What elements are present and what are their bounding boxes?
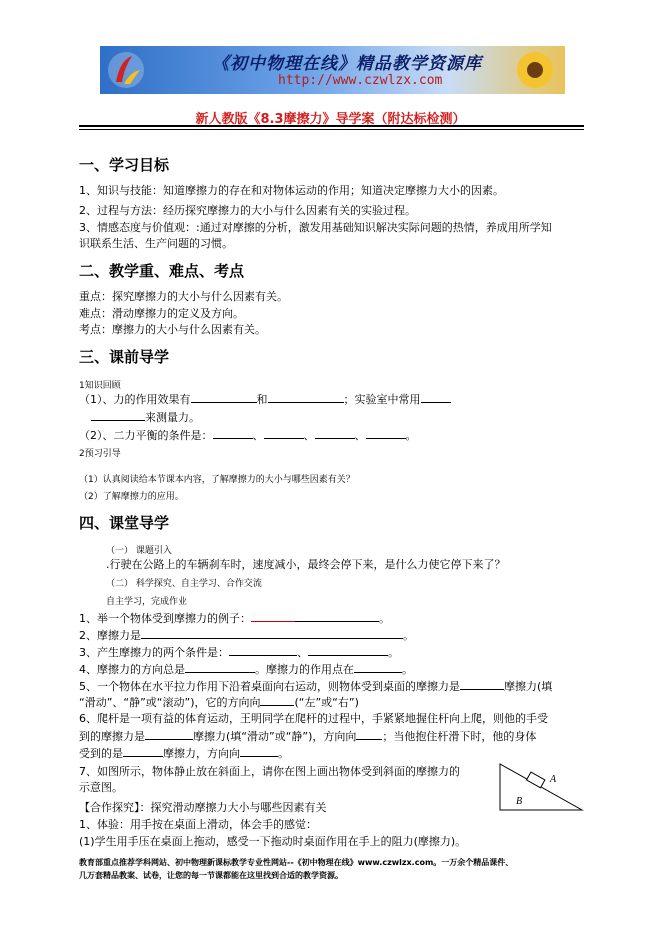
objective-1: 1、知识与技能：知道摩擦力的存在和对物体运动的作用；知道决定摩擦力大小的因素。 — [79, 184, 504, 197]
banner-title: 《初中物理在线》精品教学资源库 — [212, 54, 482, 74]
banner-url[interactable]: http://www.czwlzx.com — [278, 73, 443, 88]
question-3: 3、产生摩擦力的两个条件是： 、 。 — [79, 646, 399, 659]
title-rule-thin — [79, 129, 584, 130]
page-footer — [79, 856, 589, 882]
logo-icon — [106, 50, 146, 90]
section-heading-keypoints: 二、教学重、难点、考点 — [79, 262, 245, 280]
question-1: 1、举一个物体受到摩擦力的例子： 。 — [79, 612, 390, 625]
review-q2: （2）、二力平衡的条件是： 、 、 、 。 — [79, 429, 417, 442]
blank[interactable] — [260, 694, 294, 706]
question-6-cont2: 受到的是 摩擦力，方向向 。 — [79, 747, 289, 760]
blank[interactable] — [191, 391, 257, 403]
question-7: 7、如图所示，物体静止放在斜面上，请你在图上画出物体受到斜面的摩擦力的 — [79, 765, 460, 778]
intro-question: .行驶在公路上的车辆刹车时，速度减小，最终会停下来，是什么力使它停下来了？ — [106, 558, 506, 571]
experience-step: 1、体验：用手按在桌面上滑动，体会手的感觉： — [79, 818, 317, 831]
blank[interactable] — [264, 427, 304, 439]
sunflower-icon — [513, 48, 557, 92]
incline-figure[interactable] — [496, 762, 586, 814]
blank[interactable] — [185, 661, 255, 673]
blank[interactable] — [315, 427, 355, 439]
question-5-cont: “滑动”、“静”或“滚动”)，它的方向向 (“左”或“右”) — [79, 696, 359, 709]
blank[interactable] — [356, 728, 382, 740]
blank[interactable] — [295, 610, 379, 622]
blank[interactable] — [123, 745, 163, 757]
section-heading-objectives: 一、学习目标 — [79, 156, 170, 174]
objective-3a: 3、情感态度与价值观：:通过对摩擦的分析，激发用基础知识解决实际问题的热情，养成用所学知 — [79, 221, 552, 234]
objective-2: 2、过程与方法：经历探究摩擦力的大小与什么因素有关的实验过程。 — [79, 204, 416, 217]
block-a — [527, 772, 545, 788]
blank[interactable] — [229, 644, 297, 656]
title-rule — [79, 125, 584, 127]
subheading-intro: （一） 课题引入 — [106, 546, 172, 556]
objective-3b: 识联系生活、生产问题的习惯。 — [79, 237, 233, 250]
subheading-inquiry: （二） 科学探究、自主学习、合作交流 — [106, 579, 262, 589]
section-heading-preview: 三、课前导学 — [79, 348, 170, 366]
subheading-review: 1知识回顾 — [79, 381, 121, 391]
blank[interactable] — [145, 728, 193, 740]
section-heading-classroom: 四、课堂导学 — [79, 514, 170, 532]
keypoint-1: 重点：探究摩擦力的大小与什么因素有关。 — [79, 290, 288, 303]
question-4: 4、摩擦力的方向总是 。摩擦力的作用点在 。 — [79, 663, 413, 676]
blank[interactable] — [421, 391, 451, 403]
subheading-guide: 2预习引导 — [79, 449, 121, 459]
blank[interactable] — [251, 610, 295, 622]
self-study-note: 自主学习，完成作业 — [106, 597, 188, 607]
experience-step-1: (1)学生用手压在桌面上拖动，感受一下拖动时桌面作用在手上的阻力(摩擦力)。 — [79, 835, 467, 848]
guide-1: （1）认真阅读给本节课本内容，了解摩擦力的大小与哪些因素有关？ — [79, 475, 355, 485]
blank[interactable] — [91, 409, 145, 421]
question-6: 6、爬杆是一项有益的体育运动，王明同学在爬杆的过程中，手紧紧地握住杆向上爬，则他的手受 — [79, 712, 548, 725]
blank[interactable] — [460, 678, 504, 690]
review-q1: （1）、力的作用效果有 和 ；实验室中常用 — [79, 391, 451, 407]
blank[interactable] — [213, 427, 253, 439]
blank[interactable] — [366, 427, 406, 439]
question-7-cont: 示意图。 — [79, 781, 123, 794]
footer-line-2: 几万套精品教案、试卷，让您的每一节课都能在这里找到合适的教学资源。 — [79, 871, 343, 880]
label-b: B — [516, 796, 523, 807]
blank[interactable] — [141, 627, 403, 639]
header-banner — [100, 46, 565, 94]
keypoint-3: 考点：摩擦力的大小与什么因素有关。 — [79, 323, 266, 336]
blank[interactable] — [240, 745, 278, 757]
keypoint-2: 难点：滑动摩擦力的定义及方向。 — [79, 307, 244, 320]
blank[interactable] — [308, 644, 388, 656]
document-title: 新人教版《8.3摩擦力》导学案（附达标检测） — [195, 112, 466, 127]
question-2: 2、摩擦力是 。 — [79, 629, 414, 642]
guide-2: （2）了解摩擦力的应用。 — [79, 492, 184, 502]
question-6-cont: 到的摩擦力是 摩擦力(填“滑动”或“静”)，方向向 ；当他抱住杆滑下时，他的身体 — [79, 730, 537, 743]
blank[interactable] — [354, 661, 402, 673]
review-q1-cont: 来测量力。 — [79, 409, 200, 425]
question-5: 5、一个物体在水平拉力作用下沿着桌面向右运动，则物体受到桌面的摩擦力是 摩擦力(填 — [79, 680, 553, 693]
label-a: A — [550, 774, 557, 785]
blank[interactable] — [268, 391, 344, 403]
footer-line-1: 教育部重点推荐学科网站、初中物理新课标教学专业性网站--《初中物理在线》www.czwlzx.com。一万余个精品课件、 — [79, 858, 514, 867]
coop-heading: 【合作探究】：探究滑动摩擦力大小与哪些因素有关 — [79, 801, 327, 814]
